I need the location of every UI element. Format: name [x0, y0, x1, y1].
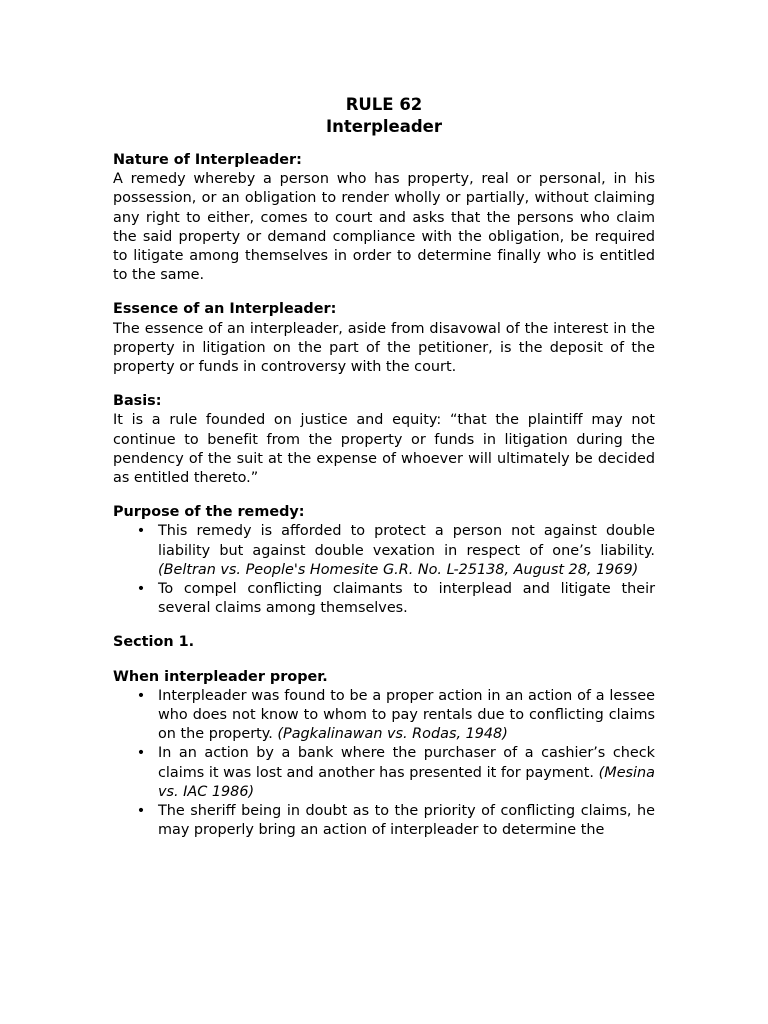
list-item-text: In an action by a bank where the purchaser of a cashier’s check claims it was lost and another has presented it for payment. [158, 745, 655, 781]
list-item [113, 580, 655, 618]
case-citation: (Mesina vs. IAC 1986) [158, 764, 655, 800]
when-proper-heading: When interpleader proper. [113, 668, 328, 685]
nature-section [113, 151, 655, 285]
basis-text: It is a rule founded on justice and equity: “that the plaintiff may not continue to benefit from the property or funds in litigation during the pendency of the suit at the expense of whoever will ultimately be decided as entitled thereto.” [113, 412, 655, 487]
list-item [113, 522, 655, 580]
when-proper-list [113, 687, 655, 841]
section-1-heading: Section 1. [113, 634, 195, 651]
bullet-icon: • [136, 687, 146, 704]
essence-heading: Essence of an Interpleader: [113, 301, 337, 318]
nature-text: A remedy whereby a person who has property, real or personal, in his possession, or an obligation to render wholly or partially, without claiming any right to either, comes to court and asks that the persons who claim the said property or demand compliance with the obligation, be required to litigate among themselves in order to determine finally who is entitled to the same. [113, 171, 655, 284]
list-item-text: To compel conflicting claimants to interplead and litigate their several claims among themselves. [158, 581, 655, 617]
rule-number: RULE 62 [345, 95, 423, 114]
purpose-list [113, 522, 655, 618]
section-1 [113, 633, 655, 652]
case-citation: (Beltran vs. People's Homesite G.R. No. L-25138, August 28, 1969) [158, 561, 639, 578]
nature-heading: Nature of Interpleader: [113, 152, 302, 168]
document-page [113, 94, 655, 841]
case-citation: (Pagkalinawan vs. Rodas, 1948) [277, 726, 508, 743]
bullet-icon: • [136, 745, 146, 762]
list-item-text: This remedy is afforded to protect a person not against double liability but against double vexation in respect of one’s liability. [158, 523, 655, 559]
rule-subject: Interpleader [325, 117, 443, 136]
list-item-text: The sheriff being in doubt as to the priority of conflicting claims, he may properly bring an action of interpleader to determine the [158, 803, 655, 839]
list-item [113, 744, 655, 802]
when-proper-section [113, 668, 655, 841]
essence-section [113, 300, 655, 377]
document-title [113, 94, 655, 138]
list-item [113, 802, 655, 840]
purpose-heading: Purpose of the remedy: [113, 504, 305, 521]
basis-section [113, 392, 655, 488]
basis-heading: Basis: [113, 393, 162, 410]
bullet-icon: • [136, 581, 146, 598]
bullet-icon: • [136, 803, 146, 820]
list-item [113, 687, 655, 745]
list-item-text: Interpleader was found to be a proper action in an action of a lessee who does not know to whom to pay rentals due to conflicting claims on the property. [158, 687, 655, 743]
purpose-section [113, 503, 655, 618]
bullet-icon: • [136, 523, 146, 540]
essence-text: The essence of an interpleader, aside from disavowal of the interest in the property in litigation on the part of the petitioner, is the deposit of the property or funds in controversy with the court. [113, 320, 655, 376]
